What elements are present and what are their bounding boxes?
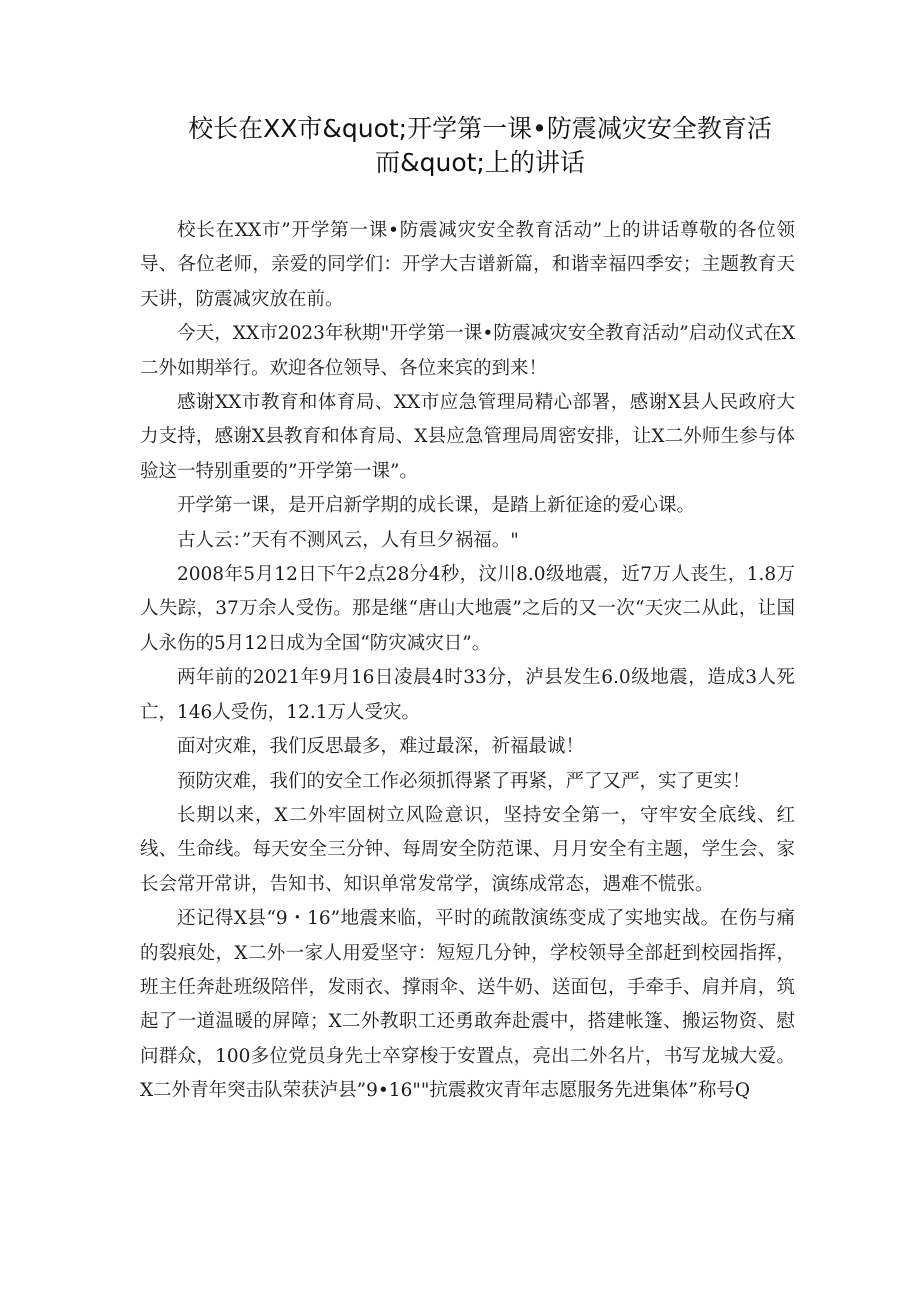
paragraph: 校长在XX市”开学第一课•防震减灾安全教育活动”上的讲话尊敬的各位领导、各位老师，亲爱的同学们：开学大吉谱新篇，和谐幸福四季安；主题教育天天讲，防震减灾放在前。 [140, 220, 795, 310]
paragraph: 长期以来，X二外牢固树立风险意识，坚持安全第一，守牢安全底线、红线、生命线。每天安全三分钟、每周安全防范课、月月安全有主题，学生会、家长会常开常讲，告知书、知识单常发常学，演练成常态，遇难不慌张。 [140, 804, 795, 895]
paragraph: 2008年5月12日下午2点28分4秒，汶川8.0级地震，近7万人丧生，1.8万人失踪，37万余人受伤。那是继“唐山大地震”之后的又一次“天灾二从此，让国人永伤的5月12日成为全国“防灾减灾日”。 [140, 564, 795, 654]
paragraph: 古人云：”天有不测风云，人有旦夕祸福。" [177, 529, 519, 551]
paragraph: 开学第一课，是开启新学期的成长课，是踏上新征途的爱心课。 [177, 495, 696, 517]
document-title [160, 112, 800, 180]
paragraph: 预防灾难，我们的安全工作必须抓得紧了再紧，严了又严，实了更实！ [177, 770, 751, 792]
paragraph: 今天，XX市2023年秋期"开学第一课•防震减灾安全教育活动”启动仪式在X二外如期举行。欢迎各位领导、各位来宾的到来！ [140, 323, 795, 379]
title-line-1: 校长在XX市&quot;开学第一课•防震减灾安全教育活 [188, 114, 772, 143]
paragraph: 两年前的2021年9月16日凌晨4时33分，泸县发生6.0级地震，造成3人死亡，146人受伤，12.1万人受灾。 [140, 667, 795, 723]
title-line-2: 而&quot;上的讲话 [375, 148, 585, 177]
document-body [140, 214, 795, 1109]
paragraph: 面对灾难，我们反思最多，难过最深，祈福最诚！ [177, 736, 585, 758]
paragraph: 还记得X县“9・16”地震来临，平时的疏散演练变成了实地实战。在伤与痛的裂痕处，X二外一家人用爱坚守：短短几分钟，学校领导全部赶到校园指挥，班主任奔赴班级陪伴，发雨衣、撑雨伞、送牛奶、送面包，手牵手、肩并肩，筑起了一道温暖的屏障；X二外教职工还勇敢奔赴震中，搭建帐篷、搬运物资、慰问群众，100多位党员身先士卒穿梭于安置点，亮出二外名片，书写龙城大爱。X二外青年突击队荣获泸县”9•16""抗震救灾青年志愿服务先进集体”称号Q [140, 908, 795, 1102]
paragraph: 感谢XX市教育和体育局、XX市应急管理局精心部署，感谢X县人民政府大力支持，感谢X县教育和体育局、X县应急管理局周密安排，让X二外师生参与体验这一特别重要的”开学第一课”。 [140, 392, 795, 482]
